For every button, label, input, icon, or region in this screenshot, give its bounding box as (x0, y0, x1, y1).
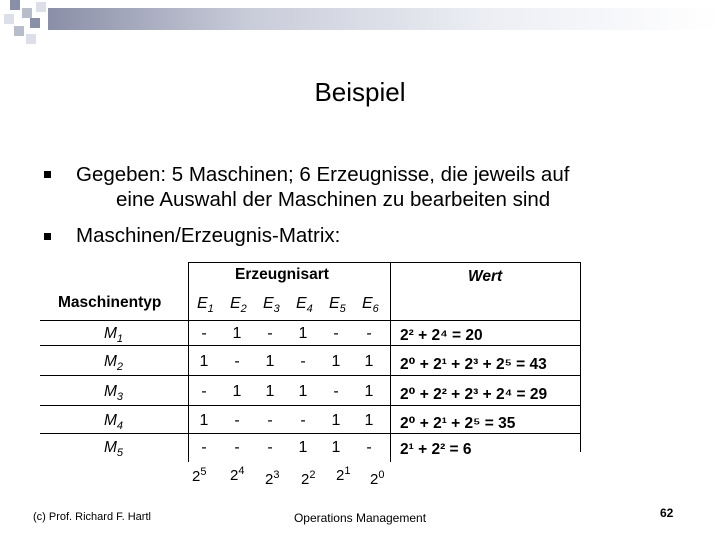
product-header-base: E (329, 295, 340, 312)
matrix-cell: - (300, 353, 306, 370)
product-header-e1 (197, 295, 214, 315)
row-value: 2⁰ + 2¹ + 2³ + 2⁵ = 43 (400, 356, 547, 373)
decor-square (26, 34, 36, 44)
footer-author: (c) Prof. Richard F. Hartl (33, 511, 151, 523)
matrix-cell: 1 (331, 439, 341, 456)
matrix-cell: 1 (364, 412, 374, 429)
matrix-row-line (40, 345, 581, 346)
matrix-cell: - (234, 353, 240, 370)
product-header-sub: 3 (273, 303, 280, 315)
machine-label-base: M (104, 353, 117, 370)
matrix-cell: - (366, 439, 372, 456)
header-wert: Wert (468, 268, 503, 285)
matrix-cell: - (234, 412, 240, 429)
matrix-cell: 1 (331, 412, 341, 429)
product-header-base: E (230, 295, 241, 312)
matrix-cell: 1 (298, 439, 308, 456)
power-of-two-label (192, 466, 206, 485)
machine-label-sub: 5 (116, 447, 124, 459)
matrix-row-line (40, 375, 581, 376)
power-of-two-label (265, 469, 279, 488)
bullet-line-continued: eine Auswahl der Maschinen zu bearbeiten sind (116, 188, 551, 211)
power-base: 2 (301, 471, 310, 488)
row-value: 2⁰ + 2¹ + 2⁵ = 35 (400, 415, 516, 432)
product-header-sub: 1 (207, 303, 214, 315)
decor-square (30, 18, 40, 28)
product-header-sub: 2 (240, 303, 247, 315)
matrix-vertical-line (390, 262, 391, 462)
machine-label-sub: 1 (116, 333, 124, 345)
matrix-vertical-line (188, 262, 189, 462)
matrix-cell: - (300, 412, 306, 429)
machine-label-m4 (104, 412, 123, 432)
power-exponent: 0 (378, 469, 385, 481)
header-erzeugnisart: Erzeugnisart (235, 266, 329, 283)
power-exponent: 2 (309, 469, 316, 481)
matrix-cell: - (267, 325, 273, 342)
matrix-cell: 1 (232, 383, 242, 400)
matrix-cell: - (201, 439, 207, 456)
bullet-line: Maschinen/Erzeugnis-Matrix: (76, 224, 341, 247)
power-base: 2 (192, 468, 201, 485)
machine-label-m5 (104, 439, 123, 459)
product-header-base: E (362, 295, 373, 312)
matrix-cell: 1 (232, 325, 242, 342)
matrix-cell: - (201, 383, 207, 400)
matrix-cell: 1 (298, 383, 308, 400)
decor-square (4, 14, 14, 24)
matrix-vertical-line (580, 262, 581, 452)
power-of-two-label (230, 465, 244, 484)
machine-label-m3 (104, 383, 123, 403)
bullet-marker (44, 171, 51, 178)
matrix-cell: 1 (199, 412, 209, 429)
row-value: 2² + 2⁴ = 20 (400, 327, 483, 344)
matrix-cell: - (267, 412, 273, 429)
product-header-e3 (263, 295, 280, 315)
matrix-cell: - (333, 325, 339, 342)
bullet-marker (44, 233, 51, 240)
product-header-sub: 6 (372, 303, 379, 315)
matrix-top-line (188, 262, 581, 263)
matrix-row-line (40, 405, 581, 406)
matrix-cell: - (267, 439, 273, 456)
matrix-cell: 1 (364, 353, 374, 370)
machine-label-sub: 2 (116, 361, 124, 373)
product-header-e2 (230, 295, 247, 315)
machine-label-base: M (104, 439, 117, 456)
product-header-base: E (197, 295, 208, 312)
matrix-cell: 1 (331, 353, 341, 370)
row-value: 2⁰ + 2² + 2³ + 2⁴ = 29 (400, 386, 548, 403)
decor-square (14, 26, 24, 36)
header-maschinentyp: Maschinentyp (58, 294, 162, 311)
power-exponent: 1 (344, 465, 351, 477)
product-header-base: E (263, 295, 274, 312)
decor-square (10, 0, 20, 10)
power-base: 2 (370, 471, 379, 488)
product-header-e6 (362, 295, 379, 315)
power-base: 2 (336, 467, 345, 484)
power-base: 2 (265, 471, 274, 488)
product-header-sub: 4 (306, 303, 313, 315)
machine-label-sub: 4 (116, 420, 124, 432)
page-number: 62 (660, 506, 674, 520)
machine-label-sub: 3 (116, 391, 124, 403)
bullet-line: Gegeben: 5 Maschinen; 6 Erzeugnisse, die jeweils auf (76, 163, 570, 186)
matrix-cell: 1 (298, 325, 308, 342)
matrix-cell: 1 (199, 353, 209, 370)
product-header-sub: 5 (339, 303, 346, 315)
row-value: 2¹ + 2² = 6 (400, 441, 472, 458)
matrix-cell: 1 (265, 353, 275, 370)
product-header-e5 (329, 295, 346, 315)
matrix-cell: 1 (265, 383, 275, 400)
matrix-row-line (40, 320, 581, 321)
power-exponent: 4 (238, 465, 245, 477)
power-exponent: 5 (200, 466, 207, 478)
power-base: 2 (230, 467, 239, 484)
bullet-text-given (76, 162, 569, 212)
matrix-cell: - (201, 325, 207, 342)
matrix-cell: - (366, 325, 372, 342)
machine-label-base: M (104, 412, 117, 429)
matrix-cell: - (234, 439, 240, 456)
machine-label-base: M (104, 383, 117, 400)
footer-course: Operations Management (293, 511, 427, 525)
decor-square (36, 2, 46, 12)
matrix-cell: - (333, 383, 339, 400)
bullet-text-matrix (76, 223, 340, 248)
machine-product-matrix (40, 262, 580, 488)
power-exponent: 3 (273, 469, 280, 481)
product-header-base: E (296, 295, 307, 312)
product-header-e4 (296, 295, 313, 315)
power-of-two-label (370, 469, 384, 488)
power-of-two-label (301, 469, 315, 488)
decor-square (22, 8, 32, 18)
matrix-cell: 1 (364, 383, 374, 400)
slide-title: Beispiel (314, 77, 406, 107)
matrix-row-line (40, 433, 581, 434)
power-of-two-label (336, 465, 350, 484)
header-gradient-bar (48, 8, 720, 30)
machine-label-base: M (104, 325, 117, 342)
machine-label-m2 (104, 353, 123, 373)
machine-label-m1 (104, 325, 123, 345)
